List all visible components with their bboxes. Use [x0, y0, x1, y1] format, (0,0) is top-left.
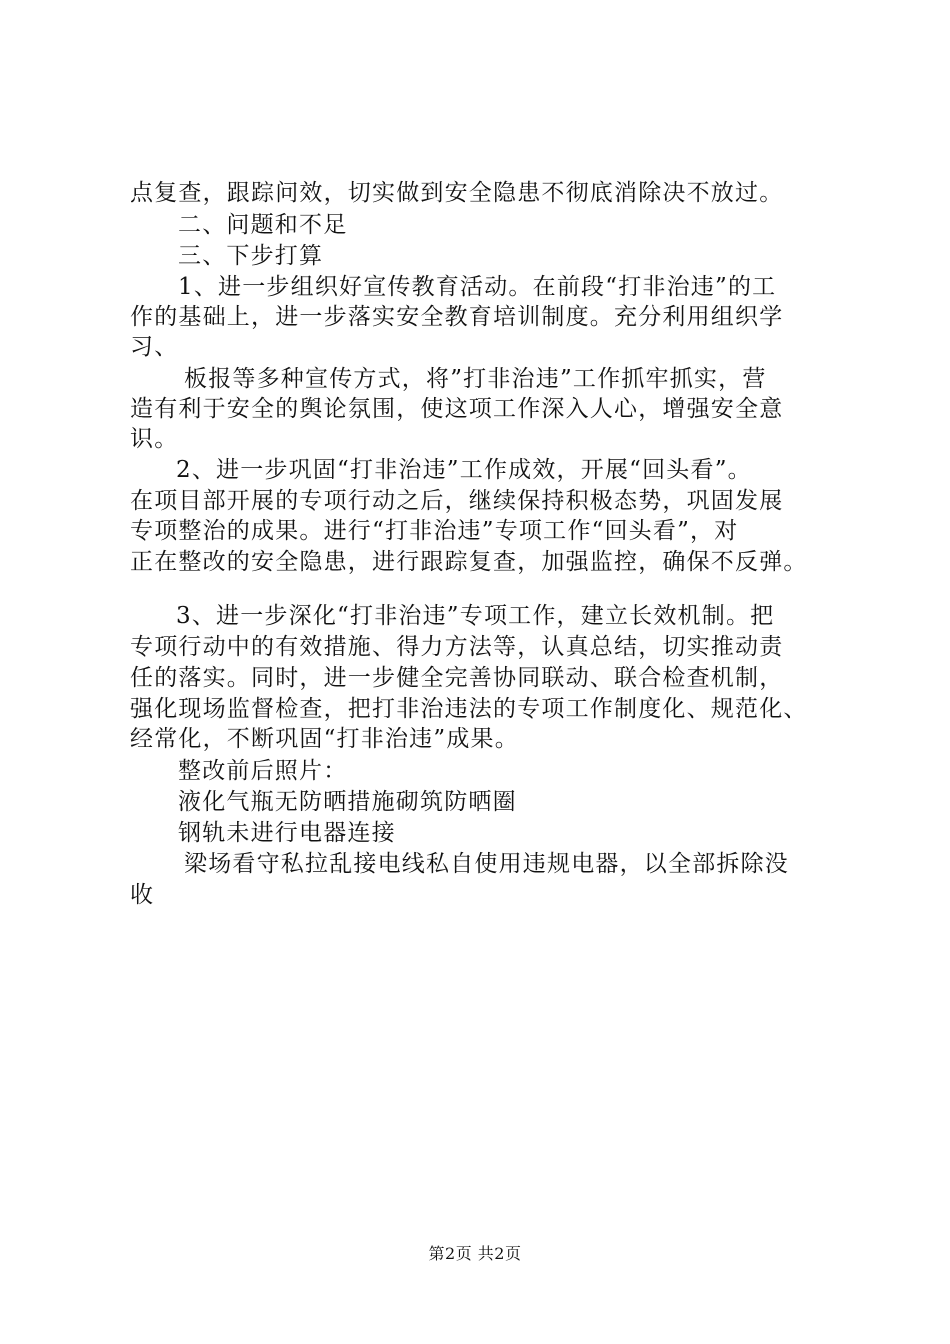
photo-item-3: 梁场看守私拉乱接电线私自使用违规电器，以全部拆除没 [184, 851, 789, 877]
section-heading-next-steps: 三、下步打算 [178, 243, 324, 269]
photo-item-3-cont: 收 [130, 882, 155, 908]
text-line-4: 1、进一步组织好宣传教育活动。在前段“打非治违”的工 [178, 274, 777, 300]
text-line-11: 在项目部开展的专项行动之后，继续保持积极态势，巩固发展 [130, 488, 784, 514]
page-number-footer: 第2页 共2页 [428, 1244, 522, 1263]
text-line-14: 3、进一步深化“打非治违”专项工作，建立长效机制。把 [176, 603, 775, 629]
text-line-12: 专项整治的成果。进行“打非治违”专项工作“回头看”，对 [130, 518, 739, 544]
photo-item-1: 液化气瓶无防晒措施砌筑防晒圈 [178, 789, 517, 815]
text-line-7: 板报等多种宣传方式，将”打非治违”工作抓牢抓实，营 [184, 366, 767, 392]
photos-caption: 整改前后照片： [178, 758, 348, 784]
text-line-17: 强化现场监督检查，把打非治违法的专项工作制度化、规范化、 [130, 696, 808, 722]
text-line-10: 2、进一步巩固“打非治违”工作成效，开展“回头看”。 [176, 457, 752, 483]
text-line-18: 经常化，不断巩固“打非治违”成果。 [130, 726, 519, 752]
section-heading-problems: 二、问题和不足 [178, 212, 348, 238]
text-line-13: 正在整改的安全隐患，进行跟踪复查，加强监控，确保不反弹。 [130, 549, 808, 575]
text-line-9: 识。 [130, 426, 179, 452]
text-line-1: 点复查，跟踪问效，切实做到安全隐患不彻底消除决不放过。 [130, 180, 784, 206]
photo-item-2: 钢轨未进行电器连接 [178, 820, 396, 846]
text-line-6: 习、 [130, 334, 179, 360]
text-line-15: 专项行动中的有效措施、得力方法等，认真总结，切实推动责 [130, 634, 784, 660]
text-line-5: 作的基础上，进一步落实安全教育培训制度。充分利用组织学 [130, 304, 784, 330]
text-line-16: 任的落实。同时，进一步健全完善协同联动、联合检查机制， [130, 665, 784, 691]
text-line-8: 造有利于安全的舆论氛围，使这项工作深入人心，增强安全意 [130, 396, 784, 422]
